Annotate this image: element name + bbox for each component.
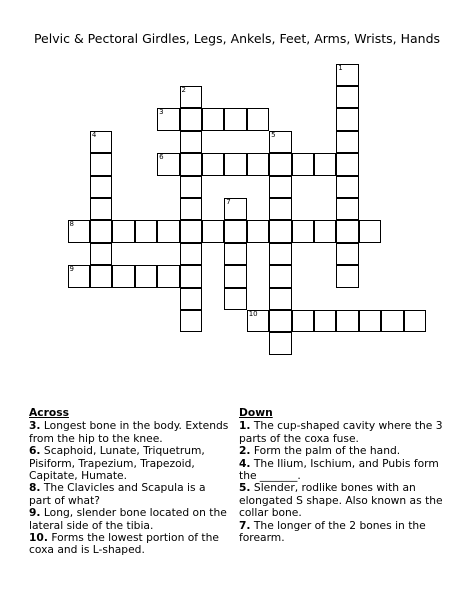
grid-cell[interactable] [224, 265, 247, 288]
clue-text: Longest bone in the body. Extends from the hip to the knee. [29, 419, 229, 445]
grid-cell[interactable] [247, 153, 270, 176]
grid-cell[interactable] [269, 288, 292, 311]
clue-text: Form the palm of the hand. [253, 444, 401, 458]
clue-down-4 [239, 458, 444, 483]
clue-text: Scaphoid, Lunate, Triquetrum, Pisiform, Trapezium, Trapezoid, Capitate, Humate. [29, 444, 205, 483]
across-clues [29, 407, 229, 557]
cell-number: 5 [271, 130, 276, 139]
cell-number: 4 [91, 130, 97, 139]
grid-cell[interactable] [180, 243, 203, 266]
grid-cell[interactable] [336, 108, 359, 131]
grid-cell[interactable] [269, 131, 292, 154]
grid-cell[interactable] [224, 288, 247, 311]
grid-cell[interactable] [180, 153, 203, 176]
grid-cell[interactable] [157, 220, 180, 243]
clue-text: The Ilium, Ischium, and Pubis form the _______. [239, 456, 439, 483]
clue-number: 3. [29, 419, 41, 433]
grid-cell[interactable] [336, 265, 359, 288]
grid-cell[interactable] [180, 220, 203, 243]
grid-cell[interactable] [269, 176, 292, 199]
clue-text: The longer of the 2 bones in the forearm. [239, 518, 426, 545]
puzzle-title: Pelvic & Pectoral Girdles, Legs, Ankels, Feet, Arms, Wrists, Hands [33, 31, 441, 46]
grid-cell[interactable] [135, 220, 158, 243]
grid-cell[interactable] [157, 265, 180, 288]
grid-cell[interactable] [247, 220, 270, 243]
grid-cell[interactable] [314, 153, 337, 176]
grid-cell[interactable] [247, 310, 270, 333]
grid-cell[interactable] [359, 220, 382, 243]
grid-cell[interactable] [90, 176, 113, 199]
across-heading: Across [29, 406, 69, 419]
grid-cell[interactable] [269, 265, 292, 288]
grid-cell[interactable] [90, 131, 113, 154]
grid-cell[interactable] [247, 108, 270, 131]
grid-cell[interactable] [404, 310, 427, 333]
grid-cell[interactable] [336, 64, 359, 87]
grid-cell[interactable] [224, 198, 247, 221]
clue-text: Slender, rodlike bones with an elongated S shape. Also known as the collar bone. [239, 481, 443, 520]
grid-cell[interactable] [90, 243, 113, 266]
cell-number: 10 [248, 309, 258, 318]
clue-text: The cup-shaped cavity where the 3 parts of the coxa fuse. [239, 419, 443, 445]
grid-cell[interactable] [224, 243, 247, 266]
clue-number: 9. [29, 506, 41, 520]
grid-cell[interactable] [180, 131, 203, 154]
grid-cell[interactable] [135, 265, 158, 288]
clue-across-8 [29, 482, 229, 507]
clue-across-3 [29, 420, 229, 445]
grid-cell[interactable] [112, 265, 135, 288]
cell-number: 8 [69, 220, 74, 229]
grid-cell[interactable] [336, 131, 359, 154]
clue-number: 5. [239, 481, 251, 495]
grid-cell[interactable] [292, 310, 315, 333]
cell-number: 1 [338, 63, 343, 72]
cell-number: 6 [159, 153, 164, 162]
clue-number: 7. [239, 518, 251, 532]
down-heading: Down [239, 406, 273, 419]
grid-cell[interactable] [202, 153, 225, 176]
clue-number: 4. [239, 456, 251, 470]
grid-cell[interactable] [90, 198, 113, 221]
grid-cell[interactable] [336, 198, 359, 221]
grid-cell[interactable] [180, 198, 203, 221]
grid-cell[interactable] [314, 310, 337, 333]
grid-cell[interactable] [224, 220, 247, 243]
cell-number: 2 [181, 85, 186, 94]
grid-cell[interactable] [292, 220, 315, 243]
grid-cell[interactable] [336, 176, 359, 199]
grid-cell[interactable] [292, 153, 315, 176]
grid-cell[interactable] [157, 153, 180, 176]
grid-cell[interactable] [180, 310, 203, 333]
cell-number: 7 [226, 197, 231, 206]
grid-cell[interactable] [269, 198, 292, 221]
grid-cell[interactable] [224, 108, 247, 131]
grid-cell[interactable] [381, 310, 404, 333]
grid-cell[interactable] [157, 108, 180, 131]
grid-cell[interactable] [336, 310, 359, 333]
grid-cell[interactable] [359, 310, 382, 333]
clue-down-1 [239, 420, 444, 445]
grid-cell[interactable] [269, 153, 292, 176]
clue-number: 10. [29, 531, 48, 545]
grid-cell[interactable] [202, 108, 225, 131]
clue-down-7 [239, 520, 444, 545]
grid-cell[interactable] [180, 265, 203, 288]
down-clues [239, 407, 444, 544]
grid-cell[interactable] [224, 153, 247, 176]
clue-text: The Clavicles and Scapula is a part of what? [29, 481, 206, 507]
grid-cell[interactable] [202, 220, 225, 243]
grid-cell[interactable] [269, 332, 292, 355]
grid-cell[interactable] [90, 153, 113, 176]
grid-cell[interactable] [68, 265, 91, 288]
grid-cell[interactable] [180, 86, 203, 109]
grid-cell[interactable] [90, 265, 113, 288]
clue-across-6 [29, 445, 229, 482]
clue-across-10 [29, 532, 229, 557]
clue-number: 6. [29, 444, 41, 458]
grid-cell[interactable] [269, 310, 292, 333]
grid-cell[interactable] [180, 288, 203, 311]
clue-number: 1. [239, 419, 251, 433]
grid-cell[interactable] [90, 220, 113, 243]
grid-cell[interactable] [269, 243, 292, 266]
grid-cell[interactable] [269, 220, 292, 243]
grid-cell[interactable] [336, 243, 359, 266]
clue-text: Forms the lowest portion of the coxa and is L-shaped. [29, 531, 219, 557]
cell-number: 9 [69, 265, 74, 274]
grid-cell[interactable] [68, 220, 91, 243]
grid-cell[interactable] [336, 220, 359, 243]
clue-number: 2. [239, 444, 251, 458]
clue-across-9 [29, 507, 229, 532]
grid-cell[interactable] [314, 220, 337, 243]
grid-cell[interactable] [336, 153, 359, 176]
grid-cell[interactable] [336, 86, 359, 109]
grid-cell[interactable] [112, 220, 135, 243]
cell-number: 3 [159, 108, 164, 117]
clue-number: 8. [29, 481, 41, 495]
grid-cell[interactable] [180, 176, 203, 199]
clue-down-5 [239, 482, 444, 519]
grid-cell[interactable] [180, 108, 203, 131]
clue-text: Long, slender bone located on the lateral side of the tibia. [29, 506, 227, 532]
